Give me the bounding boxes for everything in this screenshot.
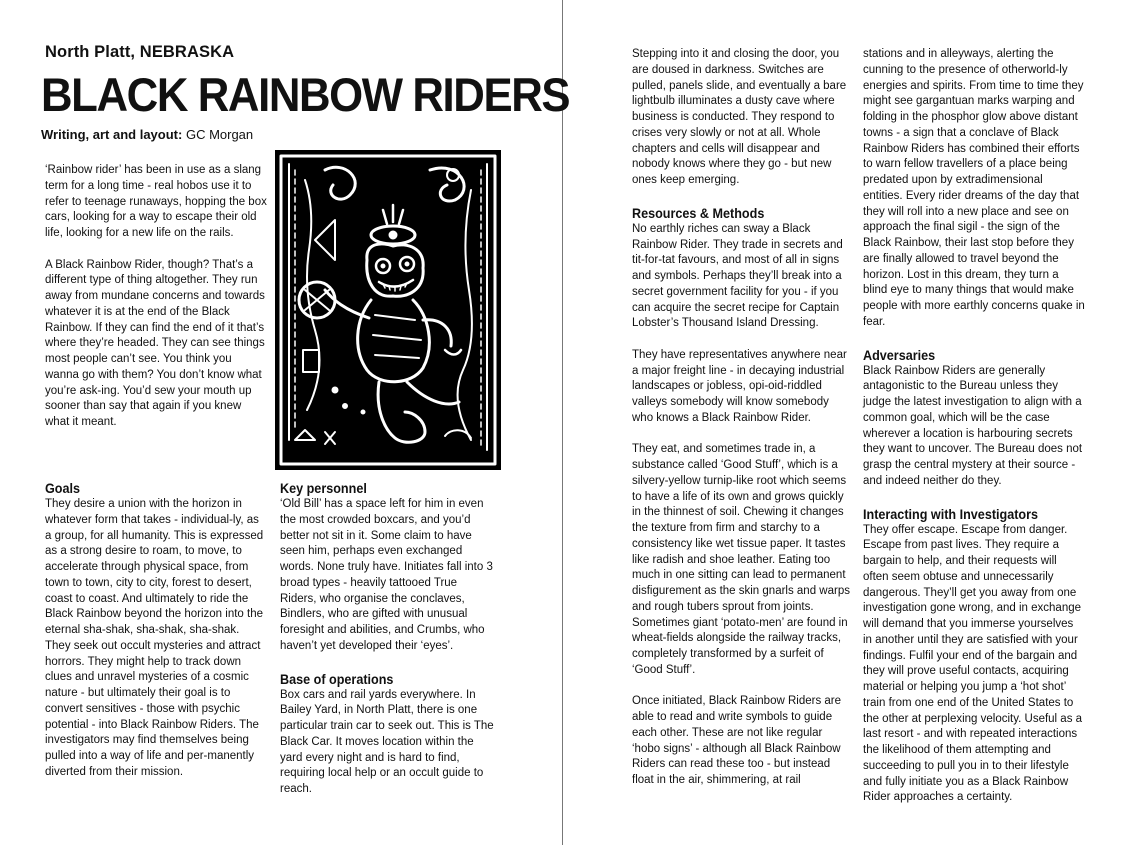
rider-illustration	[275, 150, 501, 470]
intro-paragraph-1: ‘Rainbow rider’ has been in use as a slang term for a long time - real hobos use it to refer to teenage runaways, hopping the box cars, looking for a way to escape their old life, looking for a new life on the rails.	[45, 164, 267, 239]
goals-text: They desire a union with the horizon in whatever form that takes - individual-ly, as a group, for all humanity. This is expressed as a strong desire to roam, to move, to accelerate through physical space, from town to town, city to city, forest to desert, coast to coast. And ultimately to ride the Black Rainbow beyond the horizon into the eternal sha-shak, sha-shak, sha-shak. They seek out occult mysteries and attract horrors. They might help to track down clues and unravel mysteries of a cosmic nature - but ultimately their goal is to convert sensitives - those with psychic potential - into Black Rainbow Riders. The investigators may find themselves being pulled into a way of life and per-manently diverted from their mission.	[45, 498, 264, 778]
base-of-operations-text: Box cars and rail yards everywhere. In Bailey Yard, in North Platt, there is one particular train car to seek out. This is The Black Car. It moves location within the yard every night and is hard to find, requiring local help or an occult guide to reach.	[280, 688, 494, 795]
goals-heading: Goals	[45, 480, 81, 496]
interacting-heading: Interacting with Investigators	[863, 505, 1039, 522]
page-spread-divider	[562, 0, 563, 845]
resources-heading: Resources & Methods	[632, 204, 765, 221]
credit-label: Writing, art and layout:	[41, 127, 183, 142]
symbols-paragraph: stations and in alleyways, alerting the cunning to the presence of otherworld-ly energies and spirits. From time to time they might see gargantuan marks warping and folding in the phosphor glow above distant towns - a sign that a conclave of Black Rainbow Riders has combined their efforts to warn fellow travellers of a place being predated upon by extradimensional entities. Every rider dreams of the day that they will roll into a new place and see on approach the final sigil - the sign of the Black Rainbow, their last stop before they are finally allowed to travel beyond the horizon. Lost in this dream, they turn a blind eye to many things that would make people with more earthly concerns quake in fear.	[863, 48, 1085, 328]
base-of-operations-heading: Base of operations	[280, 670, 394, 687]
credit-name: GC Morgan	[185, 127, 254, 142]
resources-paragraph-1: No earthly riches can sway a Black Rainbow Rider. They trade in secrets and tit-for-tat favours, and most of all in signs and symbols. Perhaps they’ll break into a secret government facility for you - if you can acquire the secret recipe for Captain Lobster’s Thousand Island Dressing.	[632, 222, 843, 330]
resources-paragraph-4: Once initiated, Black Rainbow Riders are able to read and write symbols to guide each other. These are not like regular ‘hobo signs’ - although all Black Rainbow Riders can read these too - but instead float in the air, shimmering, at rail	[632, 695, 842, 786]
black-car-paragraph: Stepping into it and closing the door, you are doused in darkness. Switches are pulled, panels slide, and eventually a bare lightbulb illuminates a dusty cave where business is conducted. They respond to crises very slowly or not at all. Whole chapters and cells will disappear and nobody knows where they go - but new ones keep emerging.	[632, 48, 847, 186]
adversaries-text: Black Rainbow Riders are generally antagonistic to the Bureau unless they judge the latest investigation to align with a common goal, which will be the case wherever a location is harbouring secrets they want to uncover. The Bureau does not grasp the central mystery at their source - and indeed neither do they.	[863, 364, 1083, 487]
intro-column	[45, 163, 267, 431]
key-personnel-heading: Key personnel	[280, 480, 367, 496]
intro-paragraph-2: A Black Rainbow Rider, though? That’s a different type of thing altogether. They run away from mundane concerns and towards whatever it is at the end of the Black Rainbow. If they can find the end of it that’s where they’re headed. They can see things most people can’t see. You think you wanna go with them? You don’t know what you’re ask-ing. You’d sew your mouth up sooner than say that again if you knew what it meant.	[45, 258, 265, 428]
resources-paragraph-3: They eat, and sometimes trade in, a substance called ‘Good Stuff’, which is a silvery-yellow turnip-like root which seems to have a life of its own and grows quickly in the thinnest of soil. Chewing it changes the texture from firm and starchy to a consistency like wet tissue paper. It tastes like radish and shoe leather. Eating too much in one sitting can lead to permanent disfigurement as the skin gnarls and warps and rough tubers sprout from joints. Sometimes giant ‘potato-men’ are found in wheat-fields alongside the railway tracks, completely transformed by a surfeit of ‘Good Stuff’.	[632, 443, 850, 676]
key-personnel-section	[280, 480, 494, 798]
goals-section	[45, 480, 267, 781]
interacting-text: They offer escape. Escape from danger. Escape from past lives. They require a bargain to help, and their requests will often seem obtuse and unnecessarily dangerous. They’ll get you away from one investigation gone wrong, and in exchange will demand that you immerse yourselves in another until they are satisfied with your findings. Fulfil your end of the bargain and they will prove useful contacts, acquiring material or helping you jump a ‘hot shot’ train from one end of the United States to the other at perplexing velocity. Useful as a last resort - and with repeated interactions the likelihood of them attempting and succeeding to pull you in to their lifestyle and fully initiate you as a Black Rainbow Rider approaches a certainty.	[863, 523, 1083, 804]
column-four	[863, 47, 1085, 806]
adversaries-heading: Adversaries	[863, 346, 936, 363]
credit-line	[41, 127, 253, 142]
page-title: BLACK RAINBOW RIDERS	[41, 68, 570, 121]
key-personnel-text: ‘Old Bill’ has a space left for him in even the most crowded boxcars, and you’d better not sit in it. Some claim to have seen him, perhaps even exchanged words. None truly have. Initiates fall into 3 broad types - heavily tattooed True Riders, who organise the conclaves, Bindlers, who are gifted with unusual foresight and abilities, and Crumbs, who haven’t yet developed their ‘eyes’.	[280, 498, 493, 652]
resources-paragraph-2: They have representatives anywhere near a major freight line - in decaying industrial landscapes or jobless, opi-oid-riddled valleys somebody will know somebody who knows a Black Rainbow Rider.	[632, 348, 847, 424]
rider-illustration-icon	[275, 150, 501, 470]
location-label: North Platt, NEBRASKA	[45, 43, 235, 61]
column-three	[632, 47, 852, 789]
